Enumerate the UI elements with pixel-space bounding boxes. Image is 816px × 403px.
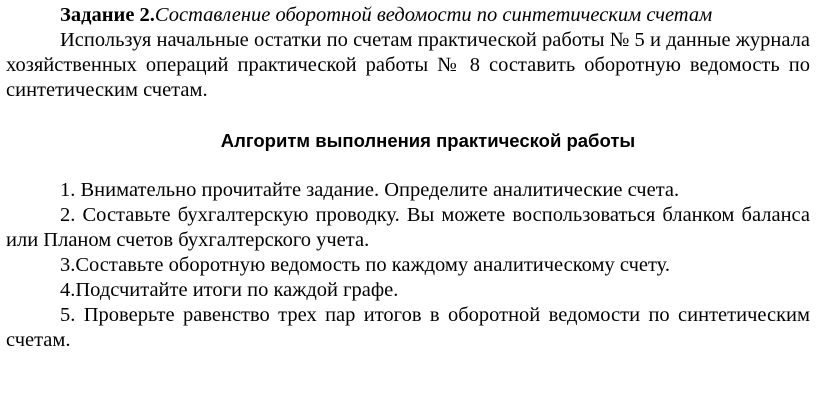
algorithm-step-3: 3.Составьте оборотную ведомость по каждому аналитическому счету. [60, 254, 670, 276]
algorithm-step-4: 4.Подсчитайте итоги по каждой графе. [60, 279, 399, 301]
task-label: Задание 2. [60, 4, 155, 26]
task-description: Используя начальные остатки по счетам практической работы № 5 и данные журнала хозяйственных операций практической работы № 8 составить оборотную ведомость по синтетическим счетам. [6, 29, 810, 101]
algorithm-heading: Алгоритм выполнения практической работы [220, 130, 636, 151]
blank-line [6, 153, 810, 178]
document-page [6, 3, 810, 353]
algorithm-step-2: 2. Составьте бухгалтерскую проводку. Вы можете воспользоваться бланком баланса или Планом счетов бухгалтерского учета. [6, 204, 810, 251]
task-title: Составление оборотной ведомости по синтетическим счетам [154, 4, 713, 26]
algorithm-step-1: 1. Внимательно прочитайте задание. Определите аналитические счета. [60, 179, 680, 201]
task-title-line [6, 3, 810, 28]
algorithm-step-5: 5. Проверьте равенство трех пар итогов в оборотной ведомости по синтетическим счетам. [6, 304, 810, 351]
algorithm-steps [6, 178, 810, 353]
blank-line [6, 103, 810, 128]
